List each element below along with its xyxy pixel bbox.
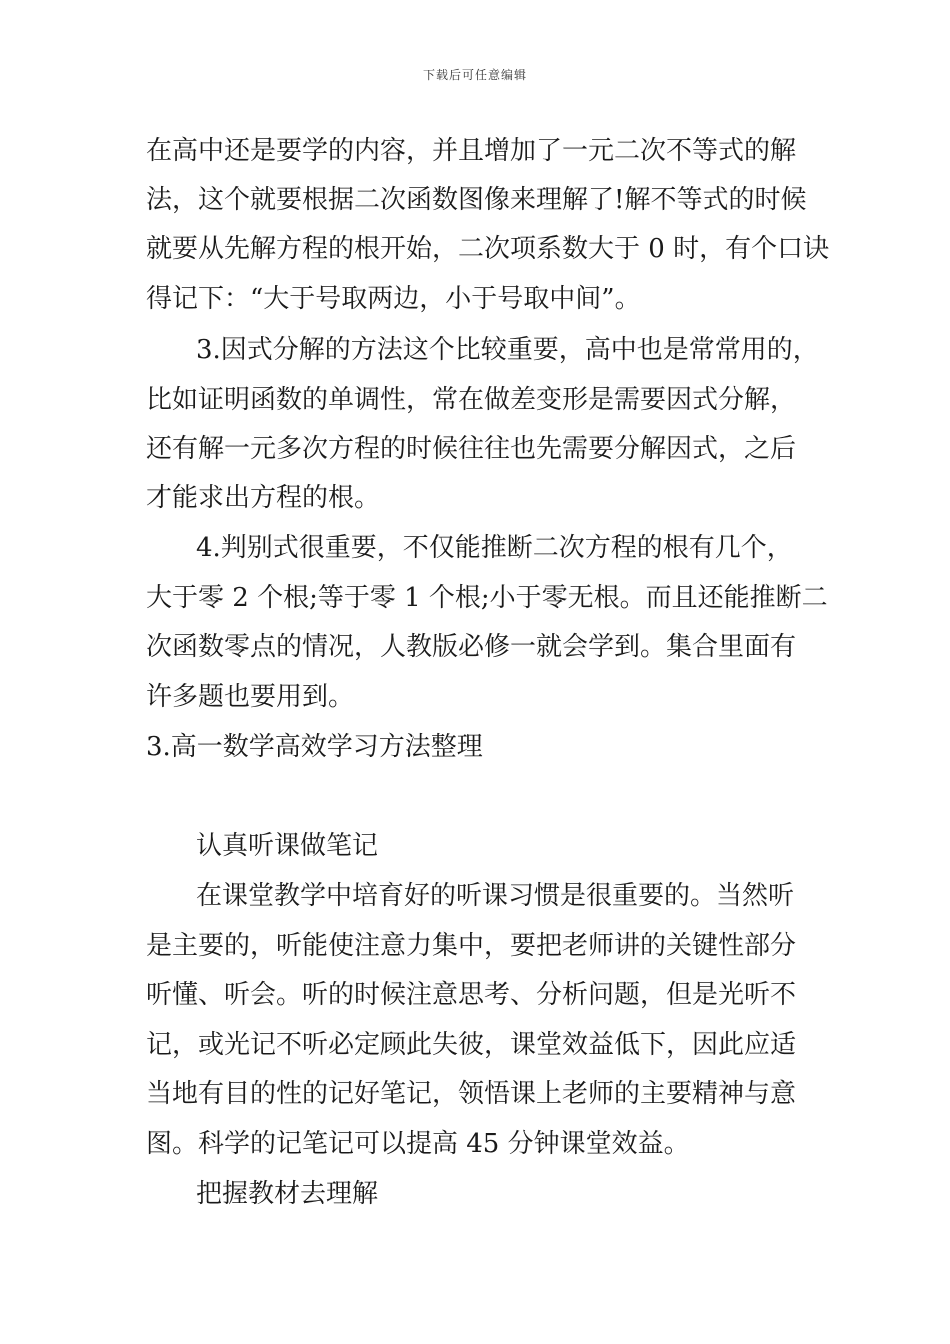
body-line: 记，或光记不听必定顾此失彼，课堂效益低下，因此应适 [146, 1030, 797, 1060]
body-line: 当地有目的性的记好笔记，领悟课上老师的主要精神与意 [146, 1079, 797, 1109]
body-line: 才能求出方程的根。 [146, 483, 381, 513]
page-header: 下载后可任意编辑 [422, 68, 527, 82]
body-line: 在高中还是要学的内容，并且增加了一元二次不等式的解 [146, 136, 797, 166]
body-line: 法，这个就要根据二次函数图像来理解了!解不等式的时候 [146, 185, 807, 215]
body-line: 还有解一元多次方程的时候往往也先需要分解因式，之后 [146, 434, 797, 464]
subheading: 认真听课做笔记 [196, 831, 379, 861]
body-line: 比如证明函数的单调性，常在做差变形是需要因式分解， [146, 385, 797, 415]
body-line: 在课堂教学中培育好的听课习惯是很重要的。当然听 [196, 881, 795, 911]
section-heading: 3.高一数学高效学习方法整理 [146, 732, 483, 762]
list-item-4: 4.判别式很重要，不仅能推断二次方程的根有几个， [196, 533, 793, 563]
subheading: 把握教材去理解 [196, 1179, 379, 1209]
body-line: 许多题也要用到。 [146, 682, 355, 712]
body-line: 听懂、听会。听的时候注意思考、分析问题，但是光听不 [146, 980, 797, 1010]
body-line: 图。科学的记笔记可以提高 45 分钟课堂效益。 [146, 1129, 690, 1159]
body-line: 大于零 2 个根;等于零 1 个根;小于零无根。而且还能推断二 [146, 583, 828, 613]
body-line: 就要从先解方程的根开始，二次项系数大于 0 时，有个口诀 [146, 234, 830, 264]
body-line: 次函数零点的情况，人教版必修一就会学到。集合里面有 [146, 632, 797, 662]
list-item-3: 3.因式分解的方法这个比较重要，高中也是常常用的， [196, 335, 819, 365]
body-line: 得记下：“大于号取两边，小于号取中间”。 [146, 284, 641, 314]
body-line: 是主要的，听能使注意力集中，要把老师讲的关键性部分 [146, 931, 797, 961]
